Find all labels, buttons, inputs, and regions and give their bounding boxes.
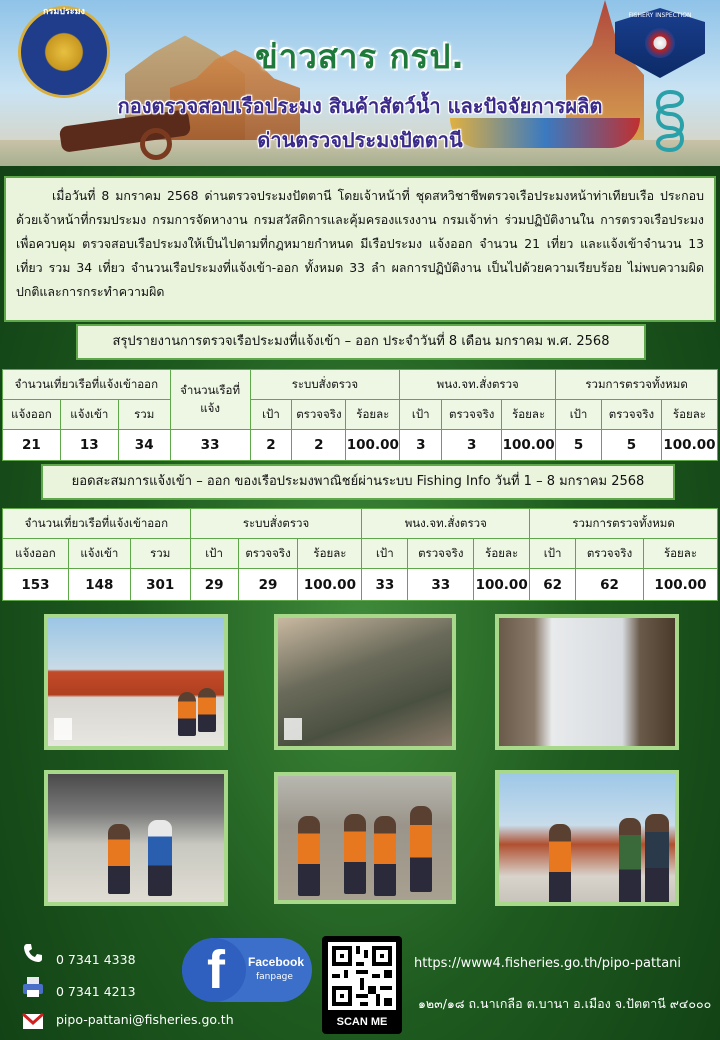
sub-header: เป้า xyxy=(190,539,238,569)
daily-report-table xyxy=(2,369,718,461)
person-figure xyxy=(374,816,396,896)
page-title: ข่าวสาร กรป. xyxy=(255,37,465,76)
person-figure xyxy=(178,692,196,736)
sub-header: ร้อยละ xyxy=(643,539,717,569)
value-cell: 100.00 xyxy=(661,430,717,461)
value-cell: 34 xyxy=(118,430,170,461)
phone-icon xyxy=(22,942,44,964)
sub-header: รวม xyxy=(130,539,190,569)
value-cell: 62 xyxy=(576,569,644,601)
sub-header: แจ้งออก xyxy=(3,539,69,569)
sub-header: ร้อยละ xyxy=(346,400,400,430)
person-figure xyxy=(410,806,432,892)
sub-header: ตรวจจริง xyxy=(292,400,346,430)
sub-header: เป้า xyxy=(362,539,408,569)
header-system: ระบบสั่งตรวจ xyxy=(250,370,400,400)
value-cell: 62 xyxy=(530,569,576,601)
value-cell: 148 xyxy=(68,569,130,601)
person-figure xyxy=(549,824,571,904)
sub-header: เป้า xyxy=(556,400,602,430)
website-link[interactable]: https://www4.fisheries.go.th/pipo-pattani xyxy=(414,956,682,971)
header-total: รวมการตรวจทั้งหมด xyxy=(556,370,718,400)
cumulative-report-title: ยอดสะสมการแจ้งเข้า – ออก ของเรือประมงพาณิชย์ผ่านระบบ Fishing Info วันที่ 1 – 8 มกราคม 2568 xyxy=(41,464,675,500)
sub-header: เป้า xyxy=(400,400,442,430)
photo-fishing-net xyxy=(274,614,456,750)
facebook-label: Facebook xyxy=(248,955,305,969)
header-total: รวมการตรวจทั้งหมด xyxy=(530,509,718,539)
value-cell: 3 xyxy=(442,430,502,461)
person-figure xyxy=(298,816,320,896)
logo-right-line1: FISHERY INSPECTION xyxy=(628,12,692,19)
location-pin-icon xyxy=(54,718,72,740)
value-cell: 33 xyxy=(170,430,250,461)
header-trips: จำนวนเที่ยวเรือที่แจ้งเข้าออก xyxy=(3,509,191,539)
fax-number[interactable]: 0 7341 4213 xyxy=(56,984,136,999)
scan-me-label: SCAN ME xyxy=(336,1016,388,1028)
sub-header: ร้อยละ xyxy=(661,400,717,430)
value-cell: 2 xyxy=(250,430,292,461)
division-subtitle: กองตรวจสอบเรือประมง สินค้าสัตว์น้ำ และปัจจัยการผลิต xyxy=(117,94,603,118)
person-figure xyxy=(108,824,130,894)
value-cell: 13 xyxy=(60,430,118,461)
photo-fishing-boat xyxy=(44,614,228,750)
facebook-sub-label: fanpage xyxy=(256,972,293,982)
photo-dock-inspection xyxy=(495,770,679,906)
sub-header: ร้อยละ xyxy=(502,400,556,430)
office-address: ๑๒๓/๑๘ ถ.นาเกลือ ต.บานา อ.เมือง จ.ปัตตานี ๙๔๐๐๐ xyxy=(418,996,712,1011)
person-figure xyxy=(198,688,216,732)
sub-header: แจ้งเข้า xyxy=(68,539,130,569)
value-cell: 33 xyxy=(362,569,408,601)
email-address[interactable]: pipo-pattani@fisheries.go.th xyxy=(56,1012,234,1027)
qr-code-pattern xyxy=(328,942,396,1010)
sub-header: ร้อยละ xyxy=(298,539,362,569)
logo-right-text xyxy=(615,12,705,20)
person-figure xyxy=(619,818,641,904)
value-cell: 100.00 xyxy=(474,569,530,601)
sub-header: เป้า xyxy=(530,539,576,569)
sub-header: ร้อยละ xyxy=(474,539,530,569)
header-boats: จำนวนเรือที่แจ้ง xyxy=(170,370,250,430)
sub-header: รวม xyxy=(118,400,170,430)
phone-number[interactable]: 0 7341 4338 xyxy=(56,952,136,967)
photo-crew-lineup xyxy=(274,772,456,904)
value-cell: 21 xyxy=(3,430,61,461)
person-figure xyxy=(148,820,172,896)
cumulative-report-table xyxy=(2,508,718,601)
daily-report-title: สรุปรายงานการตรวจเรือประมงที่แจ้งเข้า – ออก ประจำวันที่ 8 เดือน มกราคม พ.ศ. 2568 xyxy=(76,324,646,360)
email-icon xyxy=(22,1010,44,1032)
value-cell: 29 xyxy=(238,569,298,601)
sub-header: ตรวจจริง xyxy=(442,400,502,430)
value-cell: 301 xyxy=(130,569,190,601)
logo-left-text: กรมประมง xyxy=(43,7,85,17)
header-trips: จำนวนเที่ยวเรือที่แจ้งเข้าออก xyxy=(3,370,171,400)
location-pin-icon xyxy=(284,718,302,740)
station-subtitle: ด่านตรวจประมงปัตตานี xyxy=(257,128,463,152)
sub-header: ตรวจจริง xyxy=(408,539,474,569)
fax-icon xyxy=(22,976,44,998)
header-system: ระบบสั่งตรวจ xyxy=(190,509,362,539)
value-cell: 5 xyxy=(602,430,662,461)
qr-pattern-icon xyxy=(328,942,396,1010)
sub-header: เป้า xyxy=(250,400,292,430)
value-cell: 100.00 xyxy=(502,430,556,461)
sub-header: ตรวจจริง xyxy=(238,539,298,569)
person-figure xyxy=(645,814,669,904)
value-cell: 5 xyxy=(556,430,602,461)
person-figure xyxy=(344,814,366,894)
news-paragraph: เมื่อวันที่ 8 มกราคม 2568 ด่านตรวจประมงปัตตานี โดยเจ้าหน้าที่ ชุดสหวิชาชีพตรวจเรือประมงหน้าท่าเทียบเรือ ประกอบด้วยเจ้าหน้าที่กรมประมง กรมการจัดหางาน กรมสวัสดิการและคุ้มครองแรงงาน กรมเจ้าท่า ร่วมปฏิบัติงานใน การตรวจเรือประมง เพื่อควบคุม ตรวจสอบเรือประมงให้เป็นไปตามที่กฎหมายกำหนด มีเรือประมง แจ้งออก จำนวน 21 เที่ยว และแจ้งเข้าจำนวน 13 เที่ยว รวม 34 เที่ยว จำนวนเรือประมงที่แจ้งเข้า-ออก ทั้งหมด 33 ลำ ผลการปฏิบัติงาน เป็นไปด้วยความเรียบร้อย ไม่พบความผิดปกติและการกระทำความผิด xyxy=(4,176,716,322)
value-cell: 100.00 xyxy=(346,430,400,461)
value-cell: 2 xyxy=(292,430,346,461)
facebook-f-glyph: f xyxy=(207,940,225,1000)
value-cell: 153 xyxy=(3,569,69,601)
header-pnj: พนง.จท.สั่งตรวจ xyxy=(362,509,530,539)
value-cell: 29 xyxy=(190,569,238,601)
photo-inspection-officers xyxy=(44,770,228,906)
header-banner xyxy=(0,0,720,166)
value-cell: 100.00 xyxy=(643,569,717,601)
sub-header: แจ้งเข้า xyxy=(60,400,118,430)
sub-header: แจ้งออก xyxy=(3,400,61,430)
value-cell: 100.00 xyxy=(298,569,362,601)
sub-header: ตรวจจริง xyxy=(602,400,662,430)
photo-fish-hold xyxy=(495,614,679,750)
value-cell: 33 xyxy=(408,569,474,601)
value-cell: 3 xyxy=(400,430,442,461)
header-pnj: พนง.จท.สั่งตรวจ xyxy=(400,370,556,400)
sub-header: ตรวจจริง xyxy=(576,539,644,569)
